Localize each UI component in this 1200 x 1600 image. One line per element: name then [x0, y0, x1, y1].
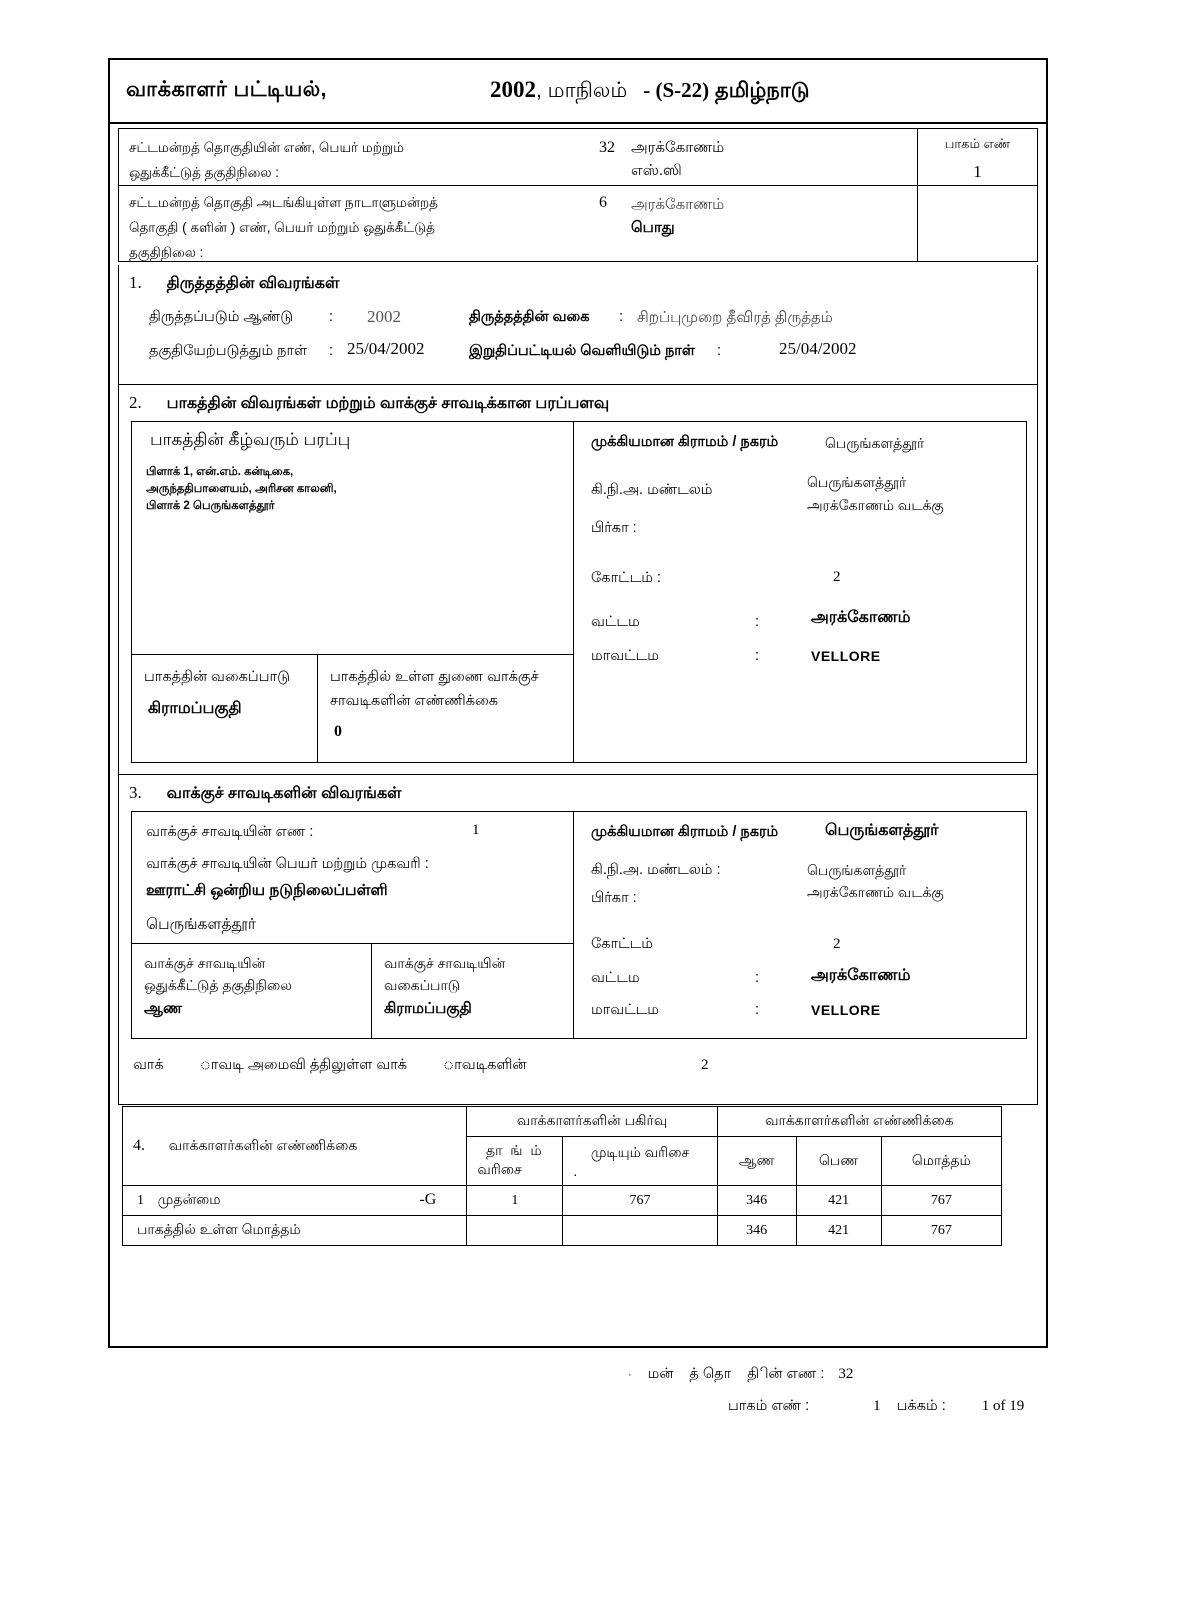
footer-constituency-line: · மன் த் தொ திின் எண : 32 [628, 1366, 854, 1382]
parliament-label-line2: தொகுதி ( களின் ) எண், பெயர் மற்றும் ஒதுக்கீட்டுத் [129, 220, 435, 235]
s2-firka-label: பிர்கா : [591, 520, 637, 536]
s3-division-value: 2 [833, 936, 841, 952]
s3-district-value: VELLORE [811, 1002, 881, 1018]
total-row-total: 767 [881, 1216, 1001, 1246]
assembly-name: அரக்கோணம் [631, 139, 725, 156]
publication-date-label: இறுதிப்பட்டியல் வெளியிடும் நாள் [469, 343, 695, 359]
s3-zone-value-line2: அரக்கோணம் வடக்கு [807, 884, 944, 900]
total-booths-label [133, 1057, 526, 1075]
booth-reservation-cell [132, 944, 372, 1038]
assembly-number: 32 [599, 139, 615, 156]
s2-district-label: மாவட்டம [591, 648, 659, 664]
part-number-cell-spacer [917, 186, 1037, 261]
title-state-label: மாநிலம் [547, 79, 628, 102]
total-booths-row [131, 1043, 1027, 1087]
section-3-polling-station-details [118, 775, 1038, 1105]
row-male-count: 346 [717, 1186, 796, 1216]
section-4-number: 4. [133, 1136, 145, 1154]
s2-district-colon: : [755, 648, 760, 664]
title-year: 2002 [490, 77, 536, 102]
part-number-label: பாகம் எண் [944, 136, 1011, 151]
footer-part-label: பாகம் எண் : [728, 1398, 810, 1414]
row-type-cell [123, 1186, 467, 1216]
parliament-constituency-row [118, 186, 1038, 262]
revision-type-label: திருத்தத்தின் வகை [469, 309, 590, 325]
assembly-label-line1: சட்டமன்றத் தொகுதியின் எண், பெயர் மற்றும் [129, 140, 405, 155]
part-type-value: கிராமப்பகுதி [148, 700, 242, 717]
publication-date-value-wrap [779, 339, 856, 359]
row-suffix: -G [419, 1191, 437, 1208]
page-title: வாக்காளர் பட்டியல், [126, 78, 327, 101]
voter-count-table-head [123, 1107, 1002, 1186]
title-state-block: 2002, மாநிலம் - (S-22) தமிழ்நாடு [490, 77, 810, 102]
assembly-constituency-row [118, 128, 1038, 186]
col-start-serial [467, 1137, 563, 1186]
col-end-serial [563, 1137, 717, 1186]
area-description [146, 464, 337, 515]
section-3-heading-wrap [129, 783, 402, 804]
booth-type-label [372, 944, 574, 996]
group-header-count: வாக்காளர்களின் எண்ணிக்கை [717, 1107, 1001, 1137]
section-1-heading-wrap [129, 273, 339, 294]
s3-zone-value-line1: பெருங்களத்தூர் [807, 862, 907, 878]
qualifying-date-label: தகுதியேற்படுத்தும் நாள் [149, 343, 308, 359]
total-row-female: 421 [796, 1216, 881, 1246]
section-2-area-panel [132, 422, 574, 762]
total-booths-label-a: வாக் [133, 1057, 164, 1073]
s3-taluk-colon: : [755, 970, 760, 986]
area-line-2: அருந்ததிபாளையம், அரிசன காலனி, [146, 483, 337, 495]
publication-date-value: 25/04/2002 [779, 339, 857, 358]
qualifying-date-value: 25/04/2002 [347, 339, 425, 358]
booth-number-label: வாக்குச் சாவடியின் எண : [146, 824, 314, 840]
s3-taluk-value: அரக்கோணம் [811, 967, 911, 984]
part-number-cell [917, 129, 1037, 185]
total-booths-label-c: த்திலுள்ள வாக் [309, 1057, 408, 1073]
area-line-1: பிளாக் 1, என்.எம். கன்டிகை, [146, 466, 294, 478]
aux-booth-value: 0 [334, 723, 342, 740]
parliament-name: அரக்கோணம் [631, 196, 725, 213]
section-1-heading: திருத்தத்தின் விவரங்கள் [166, 275, 340, 292]
revision-type-colon: : [619, 309, 624, 325]
section-2-heading: பாகத்தின் விவரங்கள் மற்றும் வாக்குச் சாவடிக்கான பரப்பளவு [166, 395, 610, 412]
table-total-row [123, 1216, 1002, 1246]
voter-count-table [122, 1106, 1002, 1246]
s3-main-village-value: பெருங்களத்தூர் [825, 822, 939, 839]
s2-division-value: 2 [833, 569, 841, 585]
area-heading: பாகத்தின் கீழ்வரும் பரப்பு [150, 430, 351, 449]
aux-booth-label [318, 655, 574, 713]
booth-name-line1: ஊராட்சி ஒன்றிய நடுநிலைப்பள்ளி [146, 882, 388, 899]
parliament-label-line3: தகுதிநிலை : [129, 245, 204, 260]
col-end-serial-line1: முடியும் வரிசை [590, 1143, 690, 1160]
s3-division-label: கோட்டம் [591, 936, 653, 952]
s2-zone-label: கி.நி.அ. மண்டலம் [591, 482, 713, 498]
footer-part-page-line [728, 1398, 1024, 1416]
part-type-label: பாகத்தின் வகைப்பாடு [144, 669, 291, 685]
col-total: மொத்தம் [881, 1137, 1001, 1186]
section-3-booth-panel [132, 812, 574, 1038]
part-number-value: 1 [973, 162, 982, 181]
s2-division-label: கோட்டம் : [591, 570, 661, 586]
section-3-bottom-split [132, 943, 573, 1038]
revision-year-value: 2002 [367, 307, 401, 326]
section-3-heading: வாக்குச் சாவடிகளின் விவரங்கள் [166, 785, 402, 802]
col-start-serial-line2: வரிசை [477, 1161, 522, 1177]
s3-zone-label: கி.நி.அ. மண்டலம் : [591, 862, 721, 878]
booth-reservation-value: ஆண [144, 1000, 183, 1017]
total-row-male: 346 [717, 1216, 796, 1246]
s2-district-value: VELLORE [811, 648, 881, 664]
total-row-label: பாகத்தில் உள்ள மொத்தம் [123, 1216, 467, 1246]
aux-booth-cell [318, 655, 574, 762]
footer-constituency-value: 32 [838, 1366, 854, 1382]
section-2-bottom-split [132, 654, 573, 762]
col-end-serial-line2: . [573, 1162, 578, 1179]
revision-type-value: சிறப்புமுறை தீவிரத் திருத்தம் [637, 309, 833, 326]
section-2-box [131, 421, 1027, 763]
total-booths-label-d: ாவடிகளின் [443, 1057, 527, 1073]
booth-reservation-label-line2: ஒதுக்கீட்டுத் தகுதிநிலை [144, 977, 292, 993]
footer-constituency-label-a: மன் [647, 1366, 674, 1382]
row-type: முதன்மை [157, 1191, 221, 1207]
qualifying-date-value-wrap [347, 339, 424, 359]
s3-main-village-label: முக்கியமான கிராமம் / நகரம் [591, 824, 779, 840]
s2-taluk-colon: : [755, 614, 760, 630]
section-4-heading: வாக்காளர்களின் எண்ணிக்கை [168, 1136, 358, 1153]
parliament-number: 6 [599, 194, 607, 211]
footer-page-value: 1 of 19 [981, 1398, 1025, 1414]
booth-type-label-line2: வகைப்பாடு [384, 977, 461, 993]
row-index: 1 [137, 1193, 144, 1208]
s2-main-village-label: முக்கியமான கிராமம் / நகரம் [591, 434, 779, 450]
total-booths-value: 2 [701, 1057, 709, 1073]
section-2-heading-wrap [129, 393, 609, 414]
qualifying-date-colon: : [329, 343, 334, 359]
section-2-location-panel [575, 422, 1028, 762]
document-frame [108, 58, 1048, 1348]
col-male: ஆண [717, 1137, 796, 1186]
document-title-bar [110, 60, 1046, 124]
s2-taluk-value: அரக்கோணம் [811, 609, 911, 626]
row-female-count: 421 [796, 1186, 881, 1216]
part-type-cell [132, 655, 318, 762]
assembly-constituency-label [129, 135, 404, 185]
section-4-heading-cell [123, 1107, 467, 1186]
s2-main-village-value: பெருங்களத்தூர் [825, 435, 925, 451]
row-end-serial: 767 [563, 1186, 717, 1216]
section-3-location-panel [575, 812, 1028, 1038]
footer-constituency-label-b: த் தொ [689, 1366, 732, 1382]
footer-constituency-label-c: தி [747, 1366, 769, 1382]
revision-year-colon: : [329, 309, 334, 325]
s2-taluk-label: வட்டம [591, 614, 640, 630]
booth-name-label: வாக்குச் சாவடியின் பெயர் மற்றும் முகவரி : [146, 856, 429, 872]
table-row [123, 1186, 1002, 1216]
assembly-label-line2: ஒதுக்கீட்டுத் தகுதிநிலை : [129, 165, 280, 180]
title-state-code: - (S-22) [643, 78, 710, 102]
booth-number-value: 1 [472, 822, 480, 838]
revision-year-label: திருத்தப்படும் ஆண்டு [149, 309, 294, 325]
booth-name-line2: பெருங்களத்தூர் [146, 916, 256, 933]
section-3-box [131, 811, 1027, 1039]
s3-firka-label: பிர்கா : [591, 890, 637, 906]
s3-district-colon: : [755, 1002, 760, 1018]
aux-booth-label-line1: பாகத்தில் உள்ள துணை வாக்குச் [330, 669, 539, 685]
area-line-3: பிளாக் 2 பெருங்களத்தூர் [146, 500, 275, 512]
total-booths-label-b: ாவடி அமைவி [199, 1057, 306, 1073]
s3-taluk-label: வட்டம [591, 970, 640, 986]
booth-reservation-label [132, 944, 371, 996]
section-1-revision-details [118, 265, 1038, 385]
footer-constituency-label-d: ின் எண : [768, 1366, 825, 1382]
aux-booth-label-line2: சாவடிகளின் எண்ணிக்கை [330, 693, 499, 709]
parliament-constituency-label [129, 190, 438, 265]
col-female: பெண [796, 1137, 881, 1186]
row-start-serial: 1 [467, 1186, 563, 1216]
booth-reservation-label-line1: வாக்குச் சாவடியின் [144, 955, 266, 971]
footer-part-value: 1 [873, 1398, 881, 1414]
booth-type-cell [372, 944, 574, 1038]
section-4-voter-counts [122, 1106, 1002, 1246]
table-group-header-row [123, 1107, 1002, 1137]
section-1-number: 1. [129, 273, 142, 292]
s3-district-label: மாவட்டம [591, 1002, 659, 1018]
total-row-start [467, 1216, 563, 1246]
col-start-serial-line1: தா ங் ம் [485, 1142, 544, 1158]
s2-zone-value-line1: பெருங்களத்தூர் [807, 474, 907, 490]
publication-date-colon: : [717, 343, 722, 359]
parliament-reservation: பொது [631, 219, 675, 236]
booth-type-label-line1: வாக்குச் சாவடியின் [384, 955, 506, 971]
voter-count-table-body [123, 1186, 1002, 1246]
section-2-part-details [118, 385, 1038, 775]
total-row-end [563, 1216, 717, 1246]
footer-page-label: பக்கம் : [896, 1398, 946, 1414]
title-state-name: தமிழ்நாடு [715, 79, 810, 102]
booth-type-value: கிராமப்பகுதி [384, 1000, 472, 1017]
row-total-count: 767 [881, 1186, 1001, 1216]
s2-zone-value-line2: அரக்கோணம் வடக்கு [807, 497, 944, 513]
parliament-label-line1: சட்டமன்றத் தொகுதி அடங்கியுள்ள நாடாளுமன்றத் [129, 195, 438, 210]
section-3-number: 3. [129, 783, 142, 802]
group-header-distribution: வாக்காளர்களின் பகிர்வு [467, 1107, 717, 1137]
assembly-reservation: எஸ்.ஸி [631, 162, 682, 179]
section-2-number: 2. [129, 393, 142, 412]
